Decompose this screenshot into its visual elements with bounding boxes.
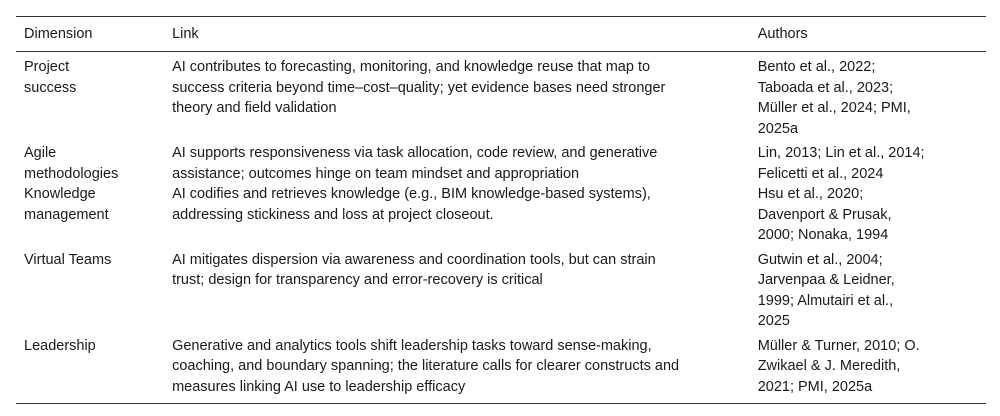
link-line: AI contributes to forecasting, monitoring, and knowledge reuse that map to xyxy=(172,59,651,75)
authors-line: 2021; PMI, 2025a xyxy=(757,378,873,395)
table-row xyxy=(16,250,986,332)
cell-link xyxy=(164,184,750,246)
authors-line: Gutwin et al., 2004; xyxy=(757,251,883,268)
link-line: trust; design for transparency and error-recovery is critical xyxy=(172,272,543,288)
literature-table xyxy=(16,16,986,404)
cell-link xyxy=(164,52,750,140)
authors-line: Lin, 2013; Lin et al., 2014; xyxy=(757,145,925,161)
cell-authors xyxy=(750,143,986,184)
link-line: assistance; outcomes hinge on team mindset and appropriation xyxy=(172,165,580,182)
authors-line: 2000; Nonaka, 1994 xyxy=(757,227,889,243)
link-line: success criteria beyond time–cost–quality; yet evidence bases need stronger xyxy=(172,79,666,96)
authors-line: Zwikael & J. Meredith, xyxy=(757,358,901,374)
link-line: AI codifies and retrieves knowledge (e.g., BIM knowledge-based systems), xyxy=(172,186,651,202)
authors-line: Davenport & Prusak, xyxy=(757,206,892,223)
dimension-line: Agile xyxy=(24,145,57,161)
cell-dimension xyxy=(16,184,164,246)
table-row xyxy=(16,184,986,246)
authors-line: Müller & Turner, 2010; O. xyxy=(757,337,920,354)
dimension-line: success xyxy=(24,79,77,96)
cell-dimension xyxy=(16,143,164,184)
dimension-line: Knowledge xyxy=(24,186,96,202)
table-row xyxy=(16,52,986,140)
header-dimension: Dimension xyxy=(24,26,93,42)
cell-link xyxy=(164,250,750,332)
link-line: coaching, and boundary spanning; the literature calls for clearer constructs and xyxy=(172,358,680,374)
cell-link xyxy=(164,143,750,184)
cell-authors xyxy=(750,336,986,404)
cell-authors xyxy=(750,52,986,140)
cell-authors xyxy=(750,184,986,246)
link-line: Generative and analytics tools shift leadership tasks toward sense-making, xyxy=(172,337,652,354)
link-line: measures linking AI use to leadership efficacy xyxy=(172,378,466,395)
dimension-line: methodologies xyxy=(24,165,119,182)
table-body xyxy=(16,52,986,404)
authors-line: Müller et al., 2024; PMI, xyxy=(757,100,911,116)
dimension-line: Project xyxy=(24,59,70,75)
authors-line: Felicetti et al., 2024 xyxy=(757,165,884,182)
table-row xyxy=(16,143,986,184)
link-line: addressing stickiness and loss at project closeout. xyxy=(172,206,494,223)
link-line: AI mitigates dispersion via awareness and coordination tools, but can strain xyxy=(172,251,656,268)
header-link: Link xyxy=(172,26,199,42)
table-row xyxy=(16,336,986,404)
dimension-line: management xyxy=(24,206,109,223)
authors-line: Hsu et al., 2020; xyxy=(757,186,864,202)
authors-line: Bento et al., 2022; xyxy=(757,59,876,75)
header-authors: Authors xyxy=(757,26,808,42)
cell-dimension xyxy=(16,52,164,140)
authors-line: Jarvenpaa & Leidner, xyxy=(757,272,895,288)
cell-authors xyxy=(750,250,986,332)
cell-dimension xyxy=(16,250,164,332)
link-line: theory and field validation xyxy=(172,100,337,116)
cell-link xyxy=(164,336,750,404)
link-line: AI supports responsiveness via task allocation, code review, and generative xyxy=(172,145,658,161)
cell-dimension xyxy=(16,336,164,404)
authors-line: 2025a xyxy=(757,120,799,137)
authors-line: 2025 xyxy=(757,313,790,329)
dimension-line: Virtual Teams xyxy=(24,251,112,268)
dimension-line: Leadership xyxy=(24,337,96,354)
authors-line: 1999; Almutairi et al., xyxy=(757,292,894,309)
authors-line: Taboada et al., 2023; xyxy=(757,79,894,96)
header-row xyxy=(16,17,986,52)
